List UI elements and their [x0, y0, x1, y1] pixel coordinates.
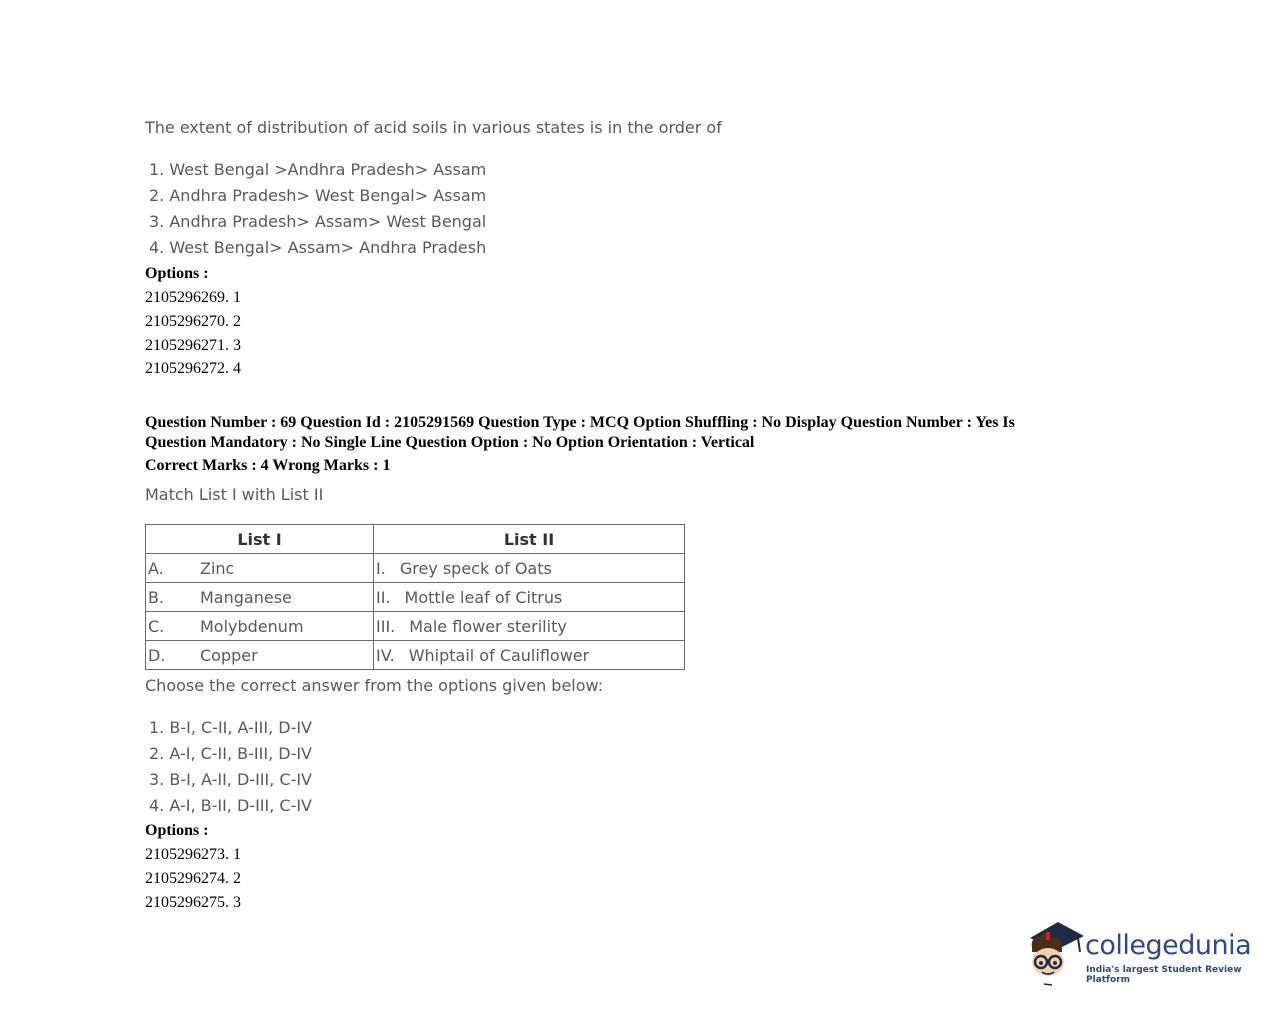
choice-item: 2. A-I, C-II, B-III, D-IV — [149, 744, 312, 763]
options-label: Options : — [145, 265, 209, 282]
table-header-list-2: List II — [374, 525, 685, 554]
option-id: 2105296269. 1 — [145, 289, 241, 306]
meta-line: Question Mandatory : No Single Line Question Option : No Option Orientation : Vertical — [145, 434, 755, 451]
graduate-mascot-icon — [1022, 918, 1086, 988]
table-row — [146, 554, 685, 583]
option-id: 2105296274. 2 — [145, 869, 241, 887]
marks-line: Correct Marks : 4 Wrong Marks : 1 — [145, 457, 391, 474]
list-1-value: Zinc — [200, 558, 235, 578]
list-2-value: Mottle leaf of Citrus — [404, 587, 563, 607]
choice-item: 3. Andhra Pradesh> Assam> West Bengal — [149, 212, 487, 231]
logo-tagline: India's largest Student Review Platform — [1086, 965, 1242, 985]
table-row — [146, 583, 685, 612]
choice-item: 2. Andhra Pradesh> West Bengal> Assam — [149, 186, 487, 205]
row-marker: A. — [148, 558, 164, 578]
row-marker: III. — [376, 616, 396, 636]
choice-item: 1. West Bengal >Andhra Pradesh> Assam — [149, 160, 487, 179]
list-2-value: Whiptail of Cauliflower — [408, 645, 590, 665]
list-1-value: Molybdenum — [200, 616, 304, 636]
options-label: Options : — [145, 822, 209, 839]
option-id: 2105296271. 3 — [145, 336, 241, 354]
row-marker: I. — [376, 558, 386, 578]
list-1-value: Manganese — [200, 587, 292, 607]
option-id: 2105296270. 2 — [145, 312, 241, 330]
question-68-choices — [149, 157, 486, 261]
choice-item: 1. B-I, C-II, A-III, D-IV — [149, 718, 312, 737]
question-69-meta — [145, 413, 1125, 453]
row-marker: IV. — [376, 645, 395, 665]
table-row — [146, 612, 685, 641]
choice-item: 4. West Bengal> Assam> Andhra Pradesh — [149, 238, 487, 257]
meta-line: Question Number : 69 Question Id : 2105291569 Question Type : MCQ Option Shuffling : No Display Question Number : Yes Is — [145, 414, 1015, 431]
choice-item: 4. A-I, B-II, D-III, C-IV — [149, 796, 312, 815]
option-id: 2105296272. 4 — [145, 360, 241, 378]
table-header-row — [146, 525, 685, 554]
question-69-option-ids — [145, 843, 241, 914]
list-2-value: Grey speck of Oats — [399, 558, 552, 578]
row-marker: B. — [148, 587, 165, 607]
question-69-choices — [149, 715, 312, 819]
list-2-value: Male flower sterility — [409, 616, 567, 636]
logo-wordmark: collegedunia — [1085, 930, 1252, 961]
question-68-option-ids — [145, 286, 241, 381]
option-id: 2105296273. 1 — [145, 846, 241, 863]
table-header-list-1: List I — [146, 525, 374, 554]
list-1-value: Copper — [200, 645, 258, 665]
row-marker: C. — [148, 616, 165, 636]
match-table — [145, 524, 685, 670]
choice-item: 3. B-I, A-II, D-III, C-IV — [149, 770, 312, 789]
table-row — [146, 641, 685, 670]
instruction-text: Choose the correct answer from the options given below: — [145, 676, 604, 695]
question-69-stem: Match List I with List II — [145, 485, 324, 504]
row-marker: II. — [376, 587, 391, 607]
question-68-stem: The extent of distribution of acid soils in various states is in the order of — [145, 118, 722, 137]
option-id: 2105296275. 3 — [145, 893, 241, 911]
row-marker: D. — [148, 645, 166, 665]
